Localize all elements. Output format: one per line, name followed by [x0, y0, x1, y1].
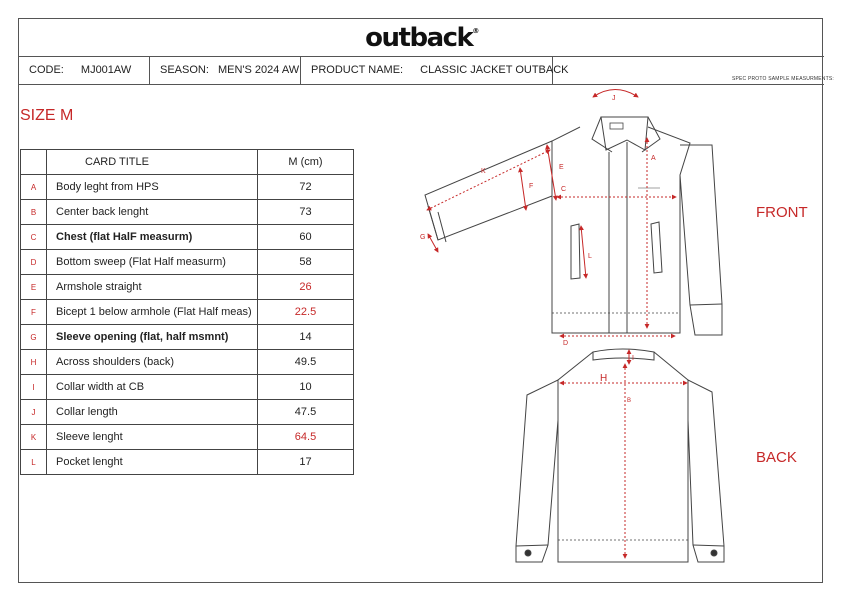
row-letter: D: [21, 250, 47, 275]
product-label: PRODUCT NAME:: [311, 64, 404, 76]
code-value: MJ001AW: [80, 64, 132, 76]
row-value: 17: [258, 450, 354, 475]
header-unit: M (cm): [258, 150, 354, 175]
row-letter: I: [21, 375, 47, 400]
row-description: Across shoulders (back): [47, 350, 258, 375]
code-label: CODE:: [29, 64, 64, 76]
season-label: SEASON:: [160, 64, 209, 76]
back-label: BACK: [756, 449, 797, 466]
label-a: A: [651, 155, 656, 162]
brand-logo: outback®: [365, 23, 478, 53]
back-jacket-sketch: [516, 349, 724, 562]
row-letter: A: [21, 175, 47, 200]
row-value: 49.5: [258, 350, 354, 375]
row-letter: K: [21, 425, 47, 450]
label-e: E: [559, 164, 564, 171]
front-jacket-sketch: [425, 117, 722, 335]
row-description: Armshole straight: [47, 275, 258, 300]
header-title: CARD TITLE: [47, 150, 258, 175]
row-description: Pocket lenght: [47, 450, 258, 475]
label-d: D: [563, 340, 569, 347]
row-value: 73: [258, 200, 354, 225]
label-h: H: [600, 373, 608, 384]
row-letter: B: [21, 200, 47, 225]
label-b: B: [627, 398, 632, 404]
row-description: Bicept 1 below armhole (Flat Half meas): [47, 300, 258, 325]
row-description: Sleeve lenght: [47, 425, 258, 450]
spec-note: SPEC PROTO SAMPLE MEASURMENTS:: [731, 76, 834, 82]
row-value: 72: [258, 175, 354, 200]
row-value: 26: [258, 275, 354, 300]
row-value: 47.5: [258, 400, 354, 425]
label-c: C: [561, 186, 567, 193]
row-description: Body leght from HPS: [47, 175, 258, 200]
row-description: Bottom sweep (Flat Half measurm): [47, 250, 258, 275]
label-f: F: [529, 183, 534, 190]
row-description: Center back lenght: [47, 200, 258, 225]
label-i: I: [632, 355, 634, 362]
row-value: 10: [258, 375, 354, 400]
label-k: K: [481, 168, 486, 175]
row-value: 60: [258, 225, 354, 250]
label-j: J: [612, 95, 616, 102]
row-letter: L: [21, 450, 47, 475]
front-label: FRONT: [756, 204, 808, 221]
row-description: Collar width at CB: [47, 375, 258, 400]
row-value: 58: [258, 250, 354, 275]
row-letter: J: [21, 400, 47, 425]
row-letter: E: [21, 275, 47, 300]
back-measurements: [560, 350, 687, 558]
row-value: 14: [258, 325, 354, 350]
row-description: Chest (flat HalF measurm): [47, 225, 258, 250]
row-letter: F: [21, 300, 47, 325]
row-description: Collar length: [47, 400, 258, 425]
product-value: CLASSIC JACKET OUTBACK: [420, 64, 569, 76]
row-value: 22.5: [258, 300, 354, 325]
label-g: G: [420, 234, 426, 241]
season-value: MEN'S 2024 AW: [217, 64, 300, 76]
row-value: 64.5: [258, 425, 354, 450]
label-l: L: [588, 253, 592, 260]
row-letter: G: [21, 325, 47, 350]
row-letter: C: [21, 225, 47, 250]
row-description: Sleeve opening (flat, half msmnt): [47, 325, 258, 350]
size-title: SIZE M: [20, 107, 74, 124]
row-letter: H: [21, 350, 47, 375]
front-measure-letters: [420, 95, 656, 347]
